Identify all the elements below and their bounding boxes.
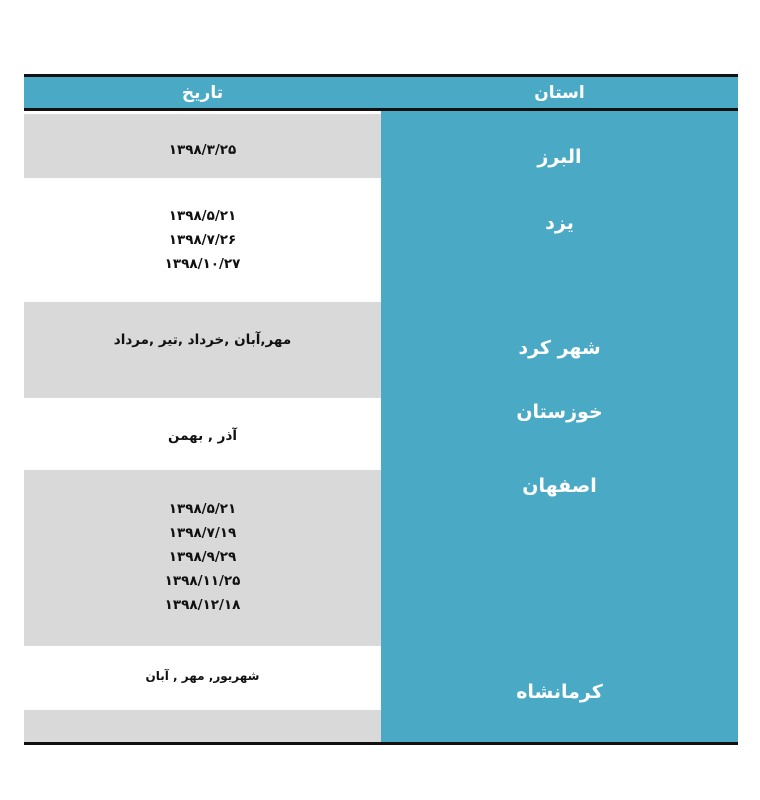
date-line: ۱۳۹۸/۱۰/۲۷ [164,256,241,272]
province-khuzestan: خوزستان [516,401,603,423]
date-line: مهر,آبان ,خرداد ,تیر ,مرداد [113,332,292,348]
date-line: ۱۳۹۸/۹/۲۹ [168,549,237,565]
date-line: ۱۳۹۸/۱۱/۲۵ [164,573,241,589]
date-cell-kermanshah [24,646,381,710]
date-line: ۱۳۹۸/۵/۲۱ [168,208,237,224]
date-line: ۱۳۹۸/۳/۲۵ [168,142,237,158]
date-line: ۱۳۹۸/۵/۲۱ [168,501,237,517]
header-province [381,77,738,108]
date-line: ۱۳۹۸/۱۲/۱۸ [164,597,241,613]
date-cell-khuzestan [24,398,381,470]
date-line: ۱۳۹۸/۷/۲۶ [168,232,237,248]
province-kermanshah: کرمانشاه [516,681,603,703]
date-line: آذر , بهمن [167,428,238,444]
date-cell-alborz [24,114,381,178]
province-isfahan: اصفهان [522,475,597,497]
date-cell-empty [24,710,381,742]
province-alborz: البرز [537,146,582,168]
province-column [381,111,738,742]
date-cell-shahrekord [24,302,381,398]
header-province-label: استان [534,82,585,103]
table-bottom-rule [24,742,738,745]
province-date-table [24,74,738,746]
province-yazd: یزد [545,212,574,234]
header-date [24,77,381,108]
date-cell-isfahan [24,470,381,646]
date-line: ۱۳۹۸/۷/۱۹ [168,525,237,541]
province-shahrekord: شهر کرد [518,337,601,359]
date-cell-yazd [24,178,381,302]
date-line: شهریور, مهر , آبان [145,669,260,683]
header-date-label: تاریخ [181,82,224,103]
